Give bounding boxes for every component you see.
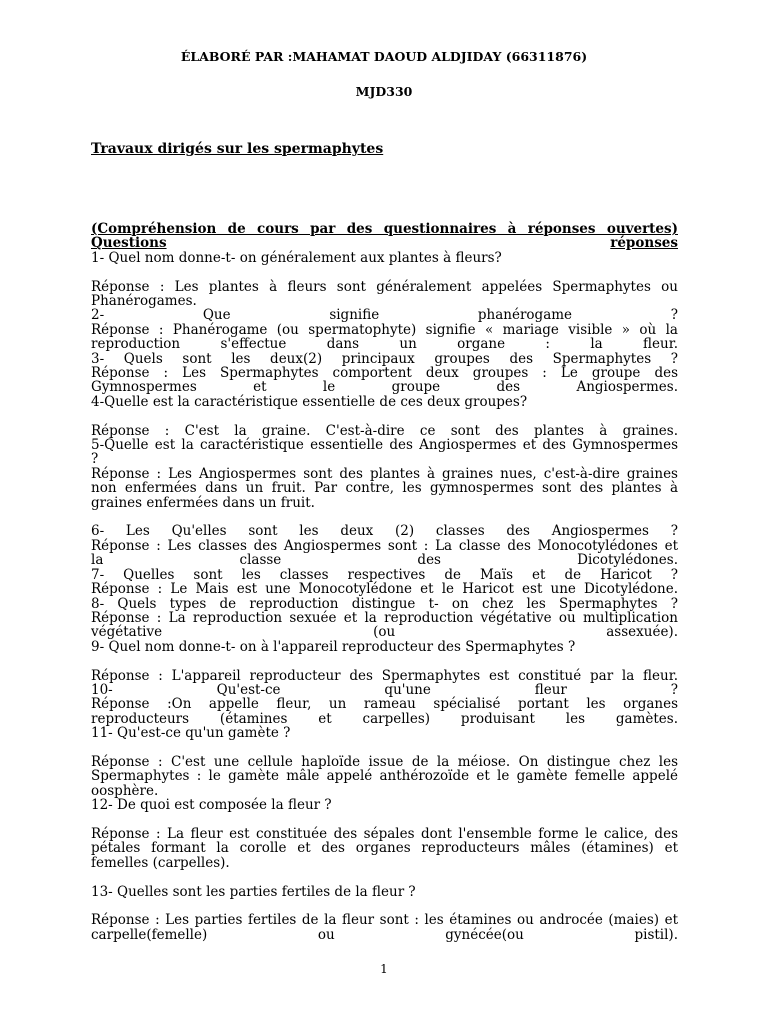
answer-line: Spermaphytes : le gamète mâle appelé anthérozoïde et le gamète femelle appelé xyxy=(91,768,678,785)
question-line: 3- Quels sont les deux(2) principaux groupes des Spermaphytes ? xyxy=(91,350,678,367)
answer-line: Gymnospermes et le groupe des Angiospermes. xyxy=(91,379,678,396)
answer-line: Réponse : C'est la graine. C'est-à-dire ce sont des plantes à graines. xyxy=(91,422,678,439)
answer-line: pétales formant la corolle et des organes reproducteurs mâles (étamines) et xyxy=(91,840,678,857)
answer-line: Réponse : Les classes des Angiospermes sont : La classe des Monocotylédones et xyxy=(91,537,678,554)
answer-line: Réponse : L'appareil reproducteur des Spermaphytes est constitué par la fleur. xyxy=(91,667,678,684)
page-title: Travaux dirigés sur les spermaphytes xyxy=(91,141,384,157)
author-line: ÉLABORÉ PAR :MAHAMAT DAOUD ALDJIDAY (66311876) xyxy=(180,49,588,64)
answer-line: reproduction s'effectue dans un organe : la fleur. xyxy=(91,336,678,353)
answer-line: Réponse : Les Spermaphytes comportent deux groupes : Le groupe des xyxy=(91,365,678,382)
document-body xyxy=(91,222,678,942)
answer-line: Réponse : Les Angiospermes sont des plantes à graines nues, c'est-à-dire graines xyxy=(91,465,678,482)
answer-line: carpelle(femelle) ou gynécée(ou pistil). xyxy=(91,926,678,943)
column-reponses: réponses xyxy=(610,235,678,252)
question-line: 11- Qu'est-ce qu'un gamète ? xyxy=(91,725,291,742)
answer-line: non enfermées dans un fruit. Par contre, les gymnospermes sont des plantes à xyxy=(91,480,678,497)
question-line: 10- Qu'est-ce qu'une fleur ? xyxy=(91,681,678,698)
answer-line: graines enfermées dans un fruit. xyxy=(91,494,315,511)
answer-line: Réponse : Phanérogame (ou spermatophyte) signifie « mariage visible » où la xyxy=(91,321,678,338)
answer-line: Réponse : Les parties fertiles de la fleur sont : les étamines ou androcée (maies) et xyxy=(91,912,678,929)
question-line: 8- Quels types de reproduction distingue t- on chez les Spermaphytes ? xyxy=(91,595,678,612)
subtitle: (Compréhension de cours par des questionnaires à réponses ouvertes) xyxy=(91,221,678,237)
question-line: 13- Quelles sont les parties fertiles de la fleur ? xyxy=(91,883,416,900)
question-line: 1- Quel nom donne-t- on généralement aux plantes à fleurs? xyxy=(91,249,502,266)
column-headers xyxy=(91,236,678,250)
answer-line: reproducteurs (étamines et carpelles) produisant les gamètes. xyxy=(91,710,678,727)
question-line: ? xyxy=(91,451,99,468)
answer-line: Réponse : La reproduction sexuée et la reproduction végétative ou multiplication xyxy=(91,609,678,626)
column-questions: Questions xyxy=(91,235,167,252)
answer-line: Réponse : Le Mais est une Monocotylédone et le Haricot est une Dicotylédone. xyxy=(91,581,678,598)
question-line: 2- Que signifie phanérogame ? xyxy=(91,307,678,324)
answer-line: oosphère. xyxy=(91,782,159,799)
question-line: 6- Les Qu'elles sont les deux (2) classes des Angiospermes ? xyxy=(91,523,678,540)
answer-line: femelles (carpelles). xyxy=(91,854,230,871)
answer-line: Réponse : C'est une cellule haploïde issue de la méiose. On distingue chez les xyxy=(91,753,678,770)
answer-line: végétative (ou assexuée). xyxy=(91,624,678,641)
question-line: 12- De quoi est composée la fleur ? xyxy=(91,797,332,814)
document-code: MJD330 xyxy=(355,84,413,99)
answer-line: Réponse : La fleur est constituée des sépales dont l'ensemble forme le calice, des xyxy=(91,825,678,842)
answer-line: Phanérogames. xyxy=(91,293,197,310)
page-number: 1 xyxy=(380,962,388,976)
question-line: 4-Quelle est la caractéristique essentielle de ces deux groupes? xyxy=(91,393,528,410)
answer-line: la classe des Dicotylédones. xyxy=(91,552,678,569)
answer-line: Réponse :On appelle fleur, un rameau spécialisé portant les organes xyxy=(91,696,678,713)
answer-line: Réponse : Les plantes à fleurs sont généralement appelées Spermaphytes ou xyxy=(91,278,678,295)
question-line: 9- Quel nom donne-t- on à l'appareil reproducteur des Spermaphytes ? xyxy=(91,638,576,655)
question-line: 7- Quelles sont les classes respectives de Maïs et de Haricot ? xyxy=(91,566,678,583)
question-line: 5-Quelle est la caractéristique essentielle des Angiospermes et des Gymnospermes xyxy=(91,437,678,454)
